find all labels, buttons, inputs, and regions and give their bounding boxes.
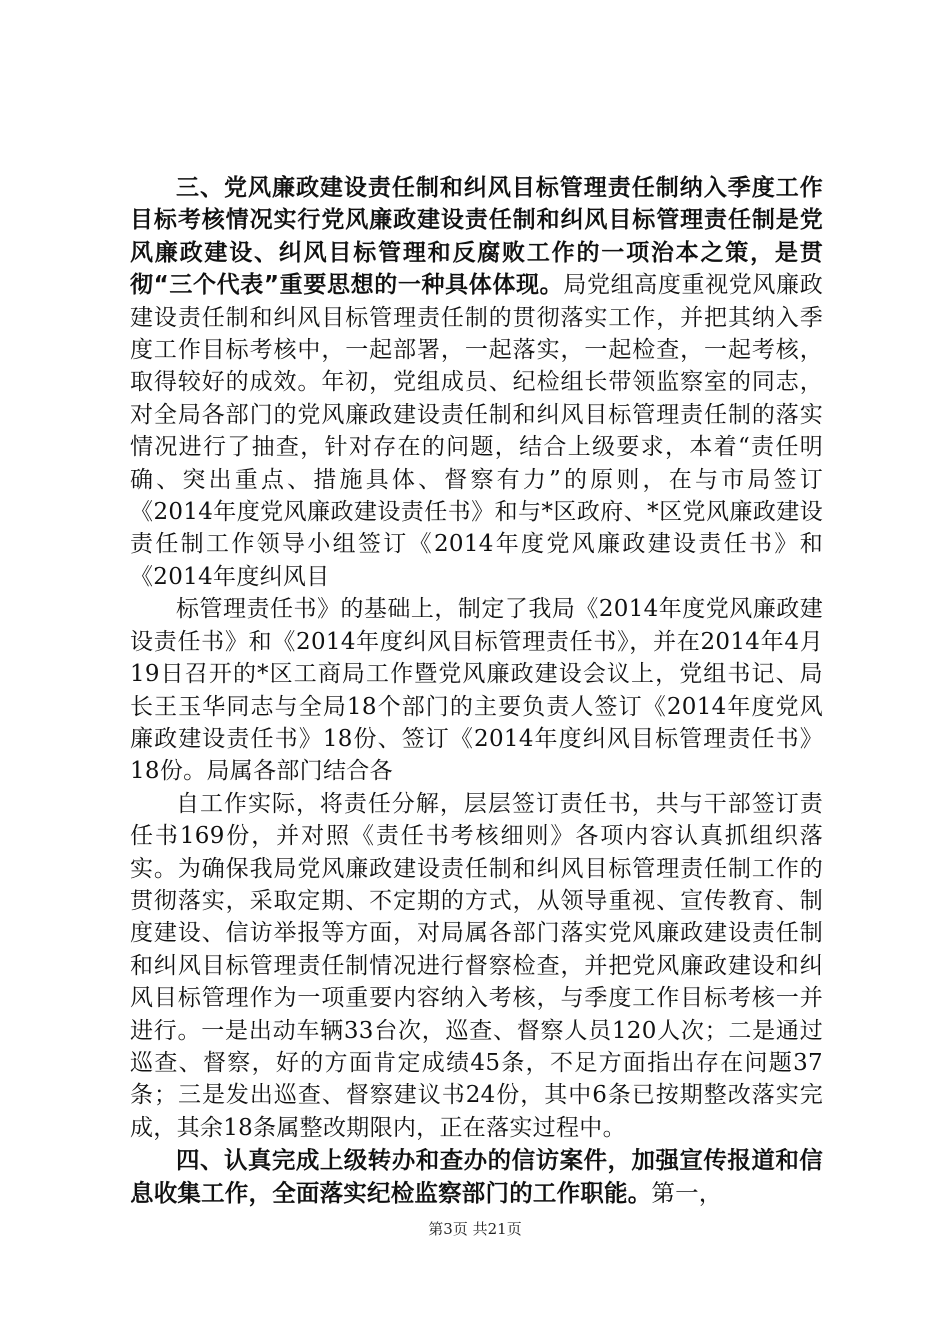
paragraph-responsibility-books: 标管理责任书》的基础上，制定了我局《2014年度党风廉政建设责任书》和《2014年度纠风目标管理责任书》，并在2014年4月19日召开的*区工商局工作暨党风廉政建设会议上，党组书记、局长王玉华同志与全局18个部门的主要负责人签订《2014年度党风廉政建设责任书》18份、签订《2014年度纠风目标管理责任书》18份。局属各部门结合各 bbox=[130, 596, 823, 785]
paragraph-section-four bbox=[130, 1144, 823, 1210]
section-four-heading: 四、认真完成上级转办和查办的信访案件，加强宣传报道和信息收集工作，全面落实纪检监察部门的工作职能。 bbox=[130, 1146, 823, 1208]
section-three-heading: 三、党风廉政建设责任制和纠风目标管理责任制纳入季度工作目标考核情况实行党风廉政建设责任制和纠风目标管理责任制是党风廉政建设、纠风目标管理和反腐败工作的一项治本之策，是贯彻“三个代表”重要思想的一种具体体现。 bbox=[130, 175, 823, 299]
section-three-body: 局党组高度重视党风廉政建设责任制和纠风目标管理责任制的贯彻落实工作，并把其纳入季度工作目标考核中，一起部署，一起落实，一起检查，一起考核，取得较好的成效。年初，党组成员、纪检组长带领监察室的同志，对全局各部门的党风廉政建设责任制和纠风目标管理责任制的落实情况进行了抽查，针对存在的问题，结合上级要求，本着“责任明确、突出重点、措施具体、督察有力”的原则，在与市局签订《2014年度党风廉政建设责任书》和与*区政府、*区党风廉政建设责任制工作领导小组签订《2014年度党风廉政建设责任书》和《2014年度纠风目 bbox=[130, 272, 823, 590]
section-four-body: 第一， bbox=[651, 1179, 723, 1208]
document-body bbox=[130, 172, 823, 1210]
page-number-footer: 第3页 共21页 bbox=[428, 1220, 522, 1238]
paragraph-section-three bbox=[130, 172, 823, 593]
paragraph-inspection-results: 自工作实际，将责任分解，层层签订责任书，共与干部签订责任书169份，并对照《责任书考核细则》各项内容认真抓组织落实。为确保我局党风廉政建设责任制和纠风目标管理责任制工作的贯彻落实，采取定期、不定期的方式，从领导重视、宣传教育、制度建设、信访举报等方面，对局属各部门落实党风廉政建设责任制和纠风目标管理责任制情况进行督察检查，并把党风廉政建设和纠风目标管理作为一项重要内容纳入考核，与季度工作目标考核一并进行。一是出动车辆33台次，巡查、督察人员120人次；二是通过巡查、督察，好的方面肯定成绩45条，不足方面指出存在问题37条；三是发出巡查、督察建议书24份，其中6条已按期整改落实完成，其余18条属整改期限内，正在落实过程中。 bbox=[130, 790, 823, 1141]
